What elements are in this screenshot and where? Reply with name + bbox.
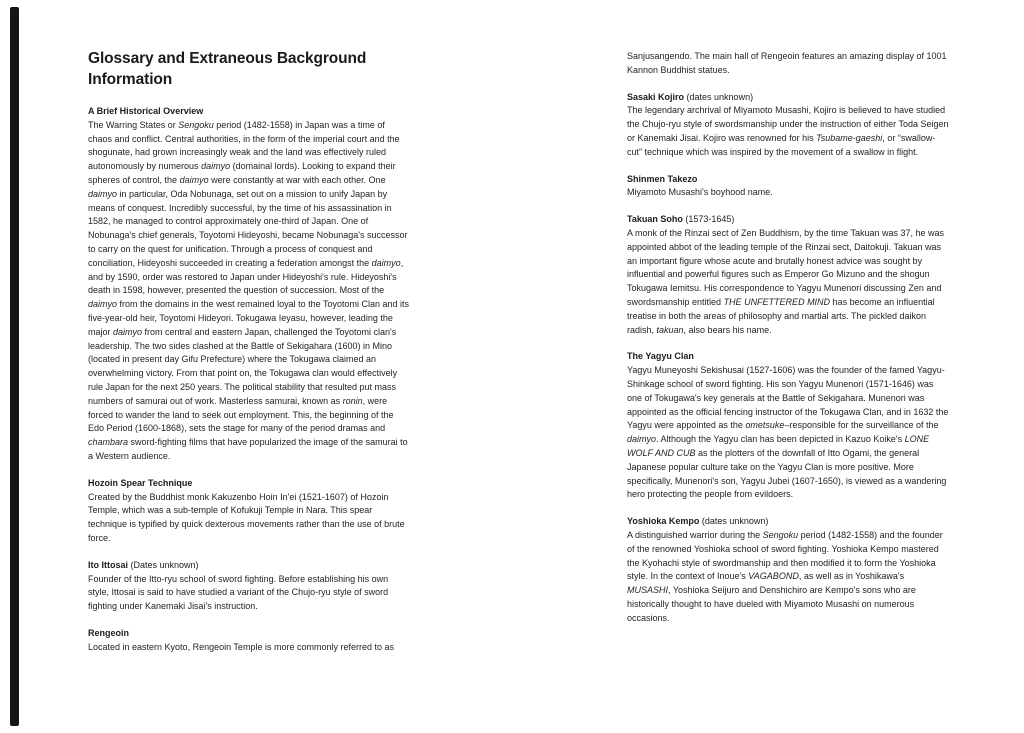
- section-body: Miyamoto Musashi's boyhood name.: [627, 187, 773, 198]
- section-body: The Warring States or Sengoku period (1482-1558) in Japan was a time of chaos and conflict. Central authorities, in the form of the imperial court and the shogunate, had grown increasingly weak and the land was effectively ruled autonomously by numerous daimyo (domainal lords). Looking to expand their spheres of control, the daimyo were constantly at war with each other. One daimyo in particular, Oda Nobunaga, set out on a mission to unify Japan by means of conquest. Incredibly successful, by the time of his assassination in 1582, he managed to control approximately one-third of Japan. One of Nobunaga's chief generals, Toyotomi Hideyoshi, became Nobunaga's successor to carry on the quest for unification. Through a process of conquest and conciliation, Hideyoshi succeeded in creating a federation amongst the daimyo, and by 1590, order was restored to Japan under Hideyoshi's rule. Hideyoshi's death in 1598, however, presented the question of succession. Most of the daimyo from the domains in the west remained loyal to the Toyotomi Clan and its five-year-old heir, Toyotomi Hideyori. Tokugawa Ieyasu, however, leading the major daimyo from central and eastern Japan, challenged the Toyotomi clan's leadership. The two sides clashed at the Battle of Sekigahara (1600) in Mino (located in present day Gifu Prefecture) where the Tokugawa claimed an overwhelming victory. From that point on, the Tokugawa clan would effectively rule Japan for the next 250 years. The political stability that resulted put mass numbers of samurai out of work. Masterless samurai, known as ronin, were forced to wander the land to seek out employment. This, the beginning of the Edo Period (1600-1868), sets the stage for many of the period dramas and chambara sword-fighting films that have popularized the image of the samurai to a Western audience.: [88, 119, 409, 461]
- section-body: A monk of the Rinzai sect of Zen Buddhism, by the time Takuan was 37, he was appointed abbot of the leading temple of the Rinzai sect, Daitokuji. Takuan was an important figure whose acute and brutally honest advice was sought by influential and powerful figures such as Emperor Go Mizuno and the shogun Tokugawa Iemitsu. His correspondence to Yagyu Munenori discussing Zen and swordsmanship entitled THE UNFETTERED MIND has become an influential treatise in both the areas of philosophy and martial arts. The pickled daikon radish, takuan, also bears his name.: [627, 227, 944, 335]
- section-heading: [88, 105, 411, 119]
- section-heading-note: (1573-1645): [682, 214, 735, 225]
- right-column-sections: [627, 50, 950, 625]
- section-heading: [627, 213, 950, 227]
- glossary-section: [88, 559, 411, 614]
- glossary-section: [88, 105, 411, 464]
- section-heading-term: Sasaki Kojiro: [627, 91, 685, 102]
- section-heading: [88, 627, 411, 641]
- section-body: Located in eastern Kyoto, Rengeoin Temple is more commonly referred to as: [88, 641, 394, 652]
- left-column: [88, 48, 411, 654]
- section-body: Sanjusangendo. The main hall of Rengeoin features an amazing display of 1001 Kannon Buddhist statues.: [627, 51, 947, 75]
- glossary-section: [627, 91, 950, 160]
- glossary-section: [88, 477, 411, 546]
- glossary-section: [88, 627, 411, 655]
- section-heading-term: Rengeoin: [88, 627, 130, 638]
- section-heading: [627, 91, 950, 105]
- section-body: Founder of the Itto-ryu school of sword fighting. Before establishing his own style, Ittosai is said to have studied a variant of the Chujo-ryu style of sword fighting under Kanemaki Jisai's instruction.: [88, 573, 389, 612]
- section-heading-term: Ito Ittosai: [88, 559, 128, 570]
- glossary-section: [627, 173, 950, 201]
- section-heading-term: Hozoin Spear Technique: [88, 477, 193, 488]
- section-body: The legendary archrival of Miyamoto Musashi, Kojiro is believed to have studied the Chujo-ryu style of swordsmanship under the instruction of either Toda Seigen or Kanemaki Jisai. Kojiro was renowned for his Tsubame-gaeshi, or “swallow-cut” technique which was inspired by the movement of a swallow in flight.: [627, 105, 949, 157]
- glossary-section: [627, 515, 950, 625]
- section-heading-term: A Brief Historical Overview: [88, 106, 204, 116]
- section-heading-term: Takuan Soho: [627, 214, 683, 225]
- section-heading-term: Shinmen Takezo: [627, 173, 698, 184]
- section-heading: [88, 559, 411, 573]
- glossary-section: [627, 350, 950, 502]
- section-heading: [627, 173, 950, 187]
- section-heading-note: (dates unknown): [699, 516, 769, 527]
- section-heading: [88, 477, 411, 491]
- section-body: Yagyu Muneyoshi Sekishusai (1527-1606) was the founder of the famed Yagyu-Shinkage school of sword fighting. His son Yagyu Munenori (1571-1646) was one of Tokugawa's key generals at the Battle of Sekigahara. Munenori was appointed as the official fencing instructor of the Tokugawa Clan, and in 1632 the Yagyu were appointed as the ometsuke–responsible for the surveillance of the daimyo. Although the Yagyu clan has been depicted in Kazuo Koike's LONE WOLF AND CUB as the plotters of the downfall of Itto Ogami, the general Japanese popular culture take on the Yagyu Clan is more positive. More specifically, Munenori's son, Yagyu Jubei (1607-1650), is viewed as a wandering hero protecting the people from evildoers.: [627, 365, 949, 500]
- left-column-sections: [88, 105, 411, 654]
- section-heading-term: The Yagyu Clan: [627, 351, 694, 362]
- section-heading: [627, 350, 950, 364]
- section-heading-note: (Dates unknown): [128, 559, 199, 570]
- right-column: [627, 50, 950, 625]
- section-body: Created by the Buddhist monk Kakuzenbo Hoin In'ei (1521-1607) of Hozoin Temple, which was a sub-temple of Kofukuji Temple in Nara. This spear technique is typified by quick dexterous movements rather than the use of brute force.: [88, 491, 405, 543]
- page-title: Glossary and Extraneous Background Information: [88, 50, 367, 88]
- section-body: A distinguished warrior during the Sengoku period (1482-1558) and the founder of the renowned Yoshioka school of sword fighting. Yoshioka Kempo mastered the Kyohachi style of swordmanship and then modified it to form the Yoshioka style. In the context of Inoue's VAGABOND, as well as in Yoshikawa's MUSASHI, Yoshioka Seijuro and Denshichiro are Kempo's sons who are historically thought to have dueled with Miyamoto Musashi on numerous occasions.: [627, 529, 943, 623]
- section-heading-note: (dates unknown): [684, 91, 754, 102]
- section-heading-term: Yoshioka Kempo: [627, 516, 700, 527]
- glossary-section: [627, 213, 950, 337]
- page-spine-bar: [10, 7, 19, 726]
- glossary-section: [627, 50, 950, 78]
- section-heading: [627, 515, 950, 529]
